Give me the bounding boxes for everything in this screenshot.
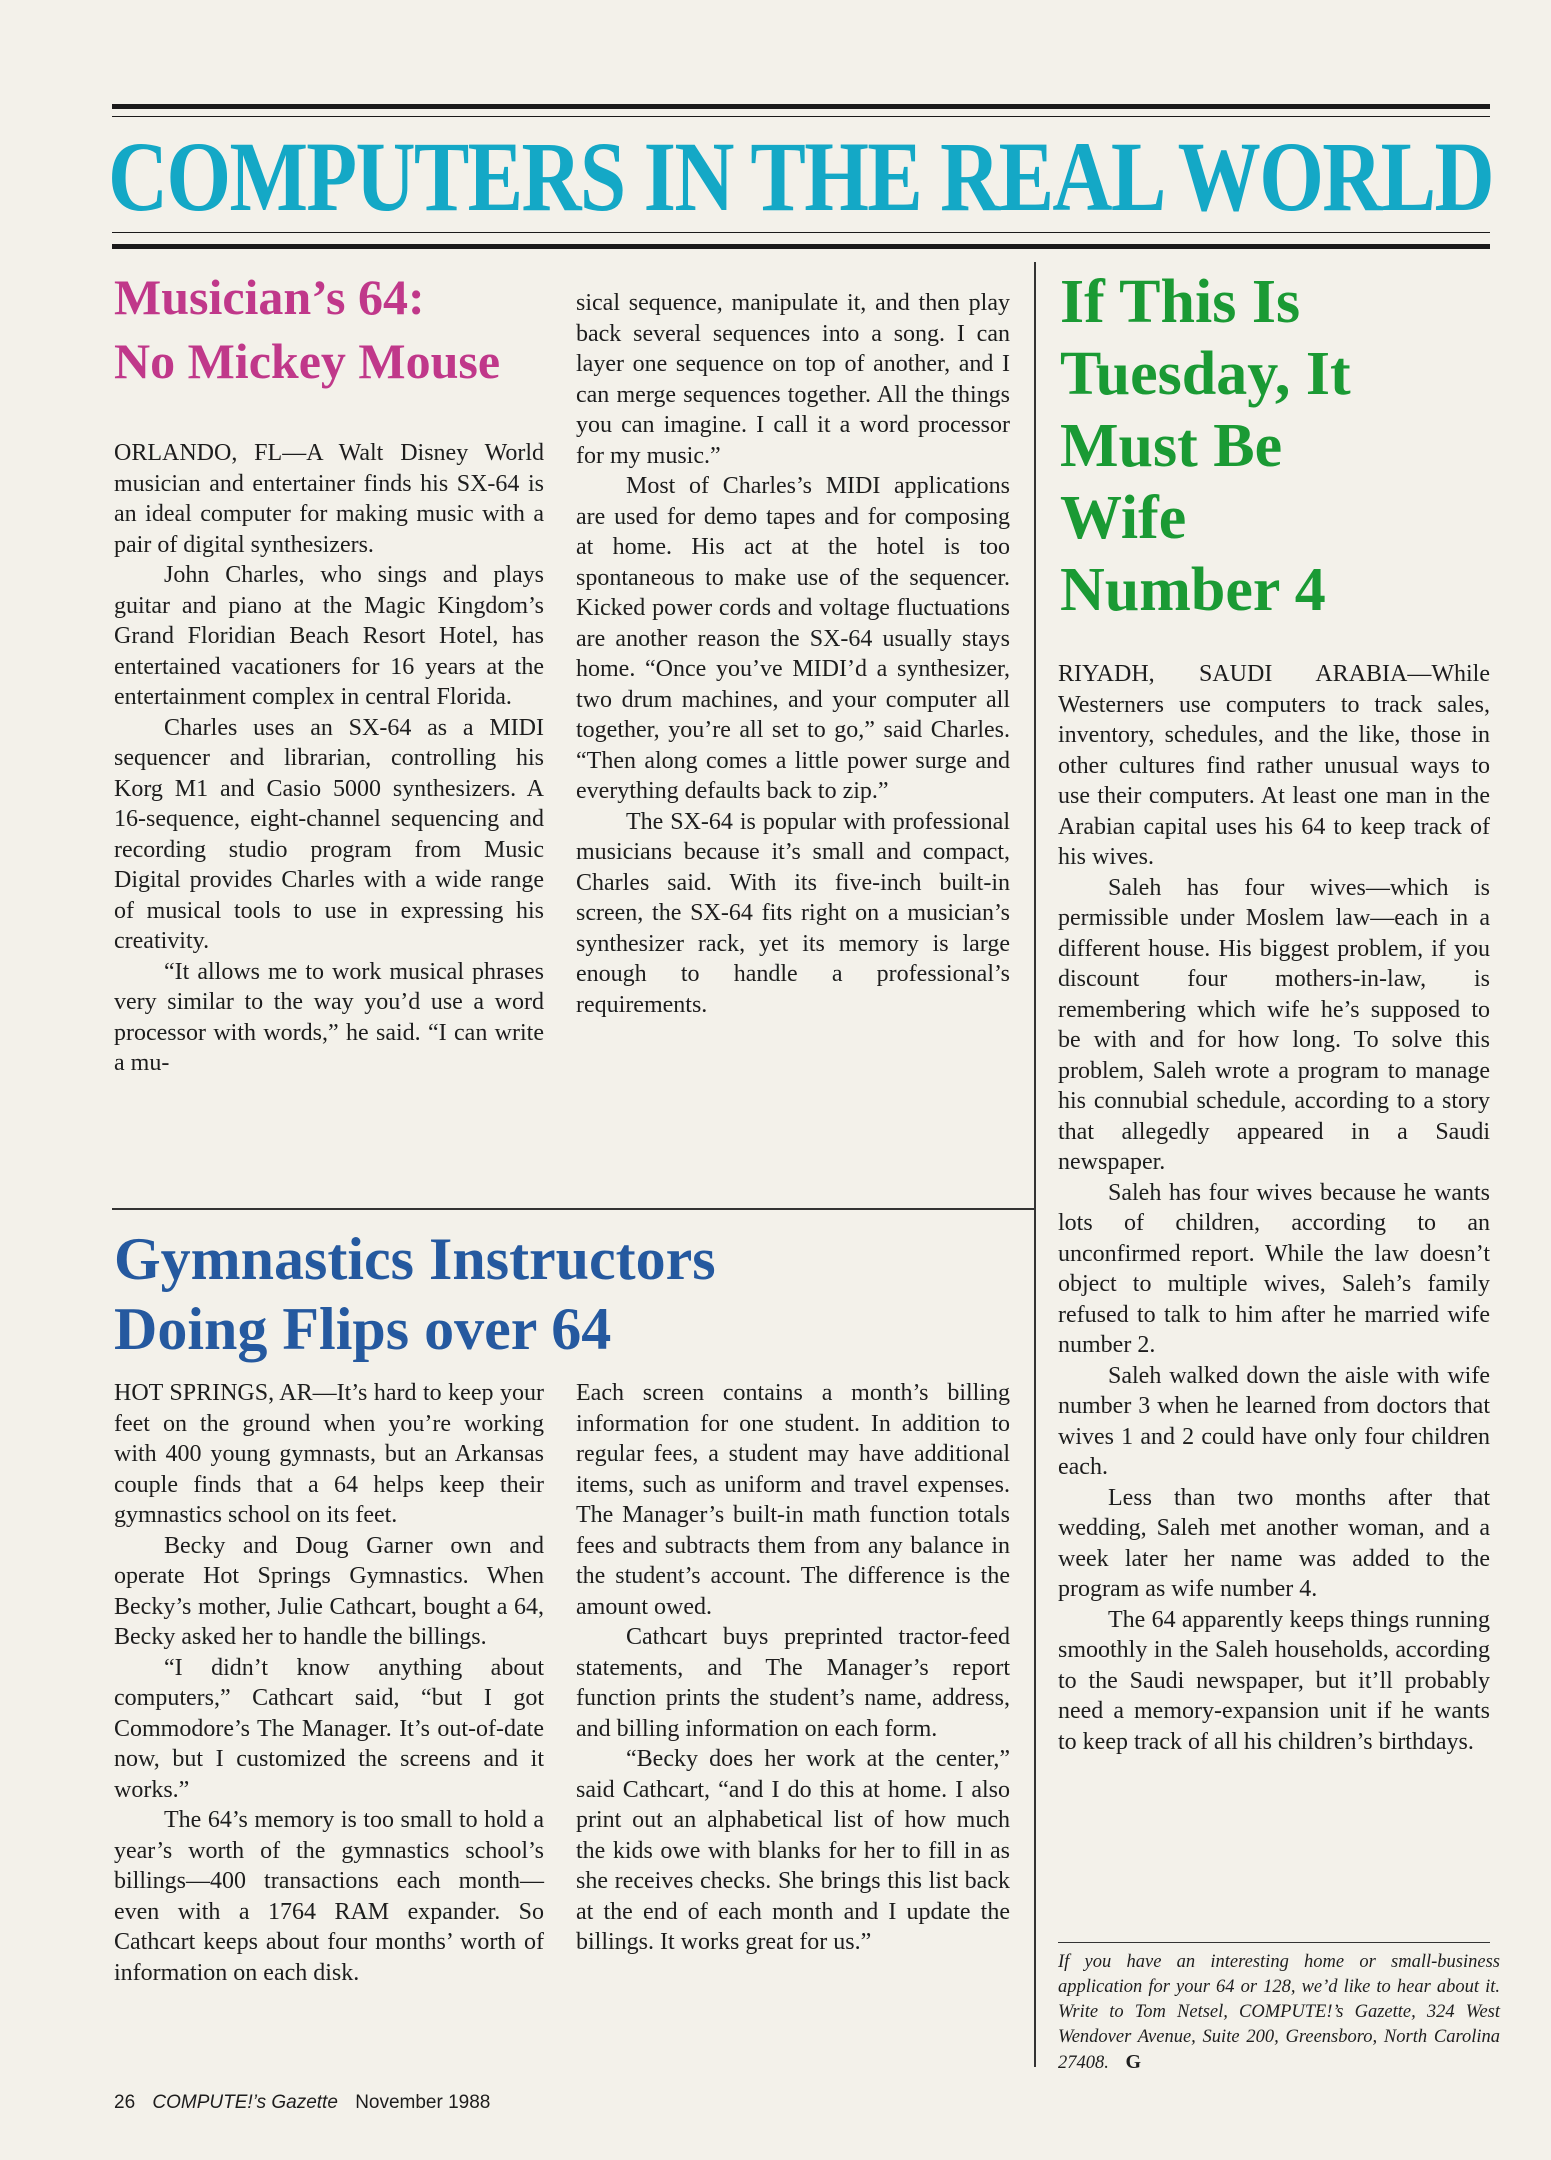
tuesday-headline-line3: Must Be [1060,412,1283,480]
musician-paragraph: Charles uses an SX-64 as a MIDI sequencer and librarian, controlling his Korg M1 and Casio 5000 synthesizers. A 16-sequence, eight-channel sequencing and recording studio program from Music Digital provides Charles with a wide range of musical tools to use in expressing his creativity. [114,714,544,954]
masthead-bottom-thin-rule [112,232,1490,233]
page-number: 26 [114,2092,136,2113]
tuesday-paragraph: Less than two months after that wedding, Saleh met another woman, and a week later her name was added to the program as wife number 4. [1058,1484,1490,1602]
article-divider [112,1208,1034,1210]
tuesday-headline-line4: Wife [1060,484,1187,552]
musician-paragraph: The SX-64 is popular with professional musicians because it’s small and compact, Charles said. With its five-inch built-in screen, the SX-64 fits right on a musician’s synthesizer rack, yet its memory is large enough to handle a professional’s requirements. [576,808,1010,1018]
tuesday-paragraph: Saleh has four wives because he wants lots of children, according to an unconfirmed report. While the law doesn’t object to multiple wives, Saleh’s family refused to talk to him after he married wife number 2. [1058,1179,1490,1358]
gymnastics-paragraph: “Becky does her work at the center,” said Cathcart, “and I do this at home. I also print out an alphabetical list of how much the kids owe with blanks for her to fill in as she receives checks. She brings this list back at the end of each month and I update the billings. It works great for us.” [576,1746,1010,1955]
tuesday-headline-line1: If This Is [1060,268,1301,336]
gymnastics-paragraph: HOT SPRINGS, AR—It’s hard to keep your feet on the ground when you’re working with 400 young gymnasts, but an Arkansas couple finds that a 64 helps keep their gymnastics school on its feet. [114,1380,544,1528]
masthead-bottom-rule [112,244,1490,249]
musician-headline-line2: No Mickey Mouse [114,333,501,389]
tuesday-paragraph: RIYADH, SAUDI ARABIA—While Westerners use computers to track sales, inventory, schedules, and the like, those in other cultures find rather unusual ways to use their computers. At least one man in the Arabian capital uses his 64 to keep track of his wives. [1058,661,1490,870]
gymnastics-paragraph: Cathcart buys preprinted tractor-feed statements, and The Manager’s report function prints the student’s name, address, and billing information on each form. [576,1624,1010,1742]
gymnastics-headline-line1: Gymnastics Instructors [114,1226,716,1292]
musician-paragraph: ORLANDO, FL—A Walt Disney World musician and entertainer finds his SX-64 is an ideal computer for making music with a pair of digital synthesizers. [114,440,544,558]
musician-column-2 [576,288,1010,1020]
musician-paragraph: “It allows me to work musical phrases very similar to the way you’d use a word processor with words,” he said. “I can write a mu- [114,958,544,1076]
musician-paragraph: Most of Charles’s MIDI applications are used for demo tapes and for composing at home. His act at the hotel is too spontaneous to make use of the sequencer. Kicked power cords and voltage fluctuations are another reason the SX-64 usually stays home. “Once you’ve MIDI’d a synthesizer, two drum machines, and your computer all together, you’re all set to go,” said Charles. “Then along comes a little power surge and everything defaults back to zip.” [576,473,1010,804]
musician-column-1 [114,438,544,1079]
submission-note [1058,1950,1500,2076]
tuesday-column [1058,659,1490,1757]
gymnastics-paragraph: “I didn’t know anything about computers,” Cathcart said, “but I got Commodore’s The Manager. It’s out-of-date now, but I customized the screens and it works.” [114,1654,544,1803]
musician-headline-line1: Musician’s 64: [114,269,425,325]
musician-paragraph: John Charles, who sings and plays guitar and piano at the Magic Kingdom’s Grand Floridian Beach Resort Hotel, has entertained vacationers for 16 years at the entertainment complex in central Florida. [114,562,544,710]
musician-paragraph: sical sequence, manipulate it, and then play back several sequences into a song. I can layer one sequence on top of another, and I can merge sequences together. All the things you can imagine. I call it a word processor for my music.” [576,290,1010,469]
gymnastics-headline-line2: Doing Flips over 64 [114,1296,612,1362]
gymnastics-paragraph: Each screen contains a month’s billing information for one student. In addition to regular fees, a student may have additional items, such as uniform and travel expenses. The Manager’s built-in math function totals fees and subtracts them from any balance in the student’s account. The difference is the amount owed. [576,1380,1010,1620]
note-divider [1058,1942,1490,1943]
masthead-title: COMPUTERS IN THE REAL WORLD [108,121,1493,232]
masthead-top-rule [112,104,1490,109]
gazette-logo-icon: G [1125,2051,1142,2073]
gymnastics-paragraph: Becky and Doug Garner own and operate Hot Springs Gymnastics. When Becky’s mother, Julie Cathcart, bought a 64, Becky asked her to handle the billings. [114,1532,544,1650]
gymnastics-paragraph: The 64’s memory is too small to hold a year’s worth of the gymnastics school’s billings—400 transactions each month—even with a 1764 RAM expander. So Cathcart keeps about four months’ worth of information on each disk. [114,1807,544,1986]
issue-date: November 1988 [355,2092,491,2113]
gymnastics-column-1 [114,1378,544,1988]
tuesday-paragraph: Saleh has four wives—which is permissible under Moslem law—each in a different house. His biggest problem, if you discount four mothers-in-law, is remembering which wife he’s supposed to be with and for how long. To solve this problem, Saleh wrote a program to manage his connubial schedule, according to a story that allegedly appeared in a Saudi newspaper. [1058,874,1490,1175]
submission-note-text: If you have an interesting home or small-business application for your 64 or 128, we’d like to hear about it. Write to Tom Netsel, COMPUTE!’s Gazette, 324 West Wendover Avenue, Suite 200, Greensboro, North Carolina 27408. [1058,1952,1500,2073]
tuesday-paragraph: Saleh walked down the aisle with wife number 3 when he learned from doctors that wives 1 and 2 could have only four children each. [1058,1362,1490,1480]
gymnastics-column-2 [576,1378,1010,1958]
tuesday-paragraph: The 64 apparently keeps things running smoothly in the Saleh households, according to the Saudi newspaper, but it’ll probably need a memory-expansion unit if he wants to keep track of all his children’s birthdays. [1058,1606,1490,1755]
masthead-top-thin-rule [112,116,1490,117]
tuesday-headline-line2: Tuesday, It [1060,340,1351,408]
column-divider [1034,262,1036,2067]
tuesday-headline-line5: Number 4 [1060,556,1326,624]
magazine-name: COMPUTE!’s Gazette [152,2092,338,2113]
page-footer [114,2092,502,2114]
